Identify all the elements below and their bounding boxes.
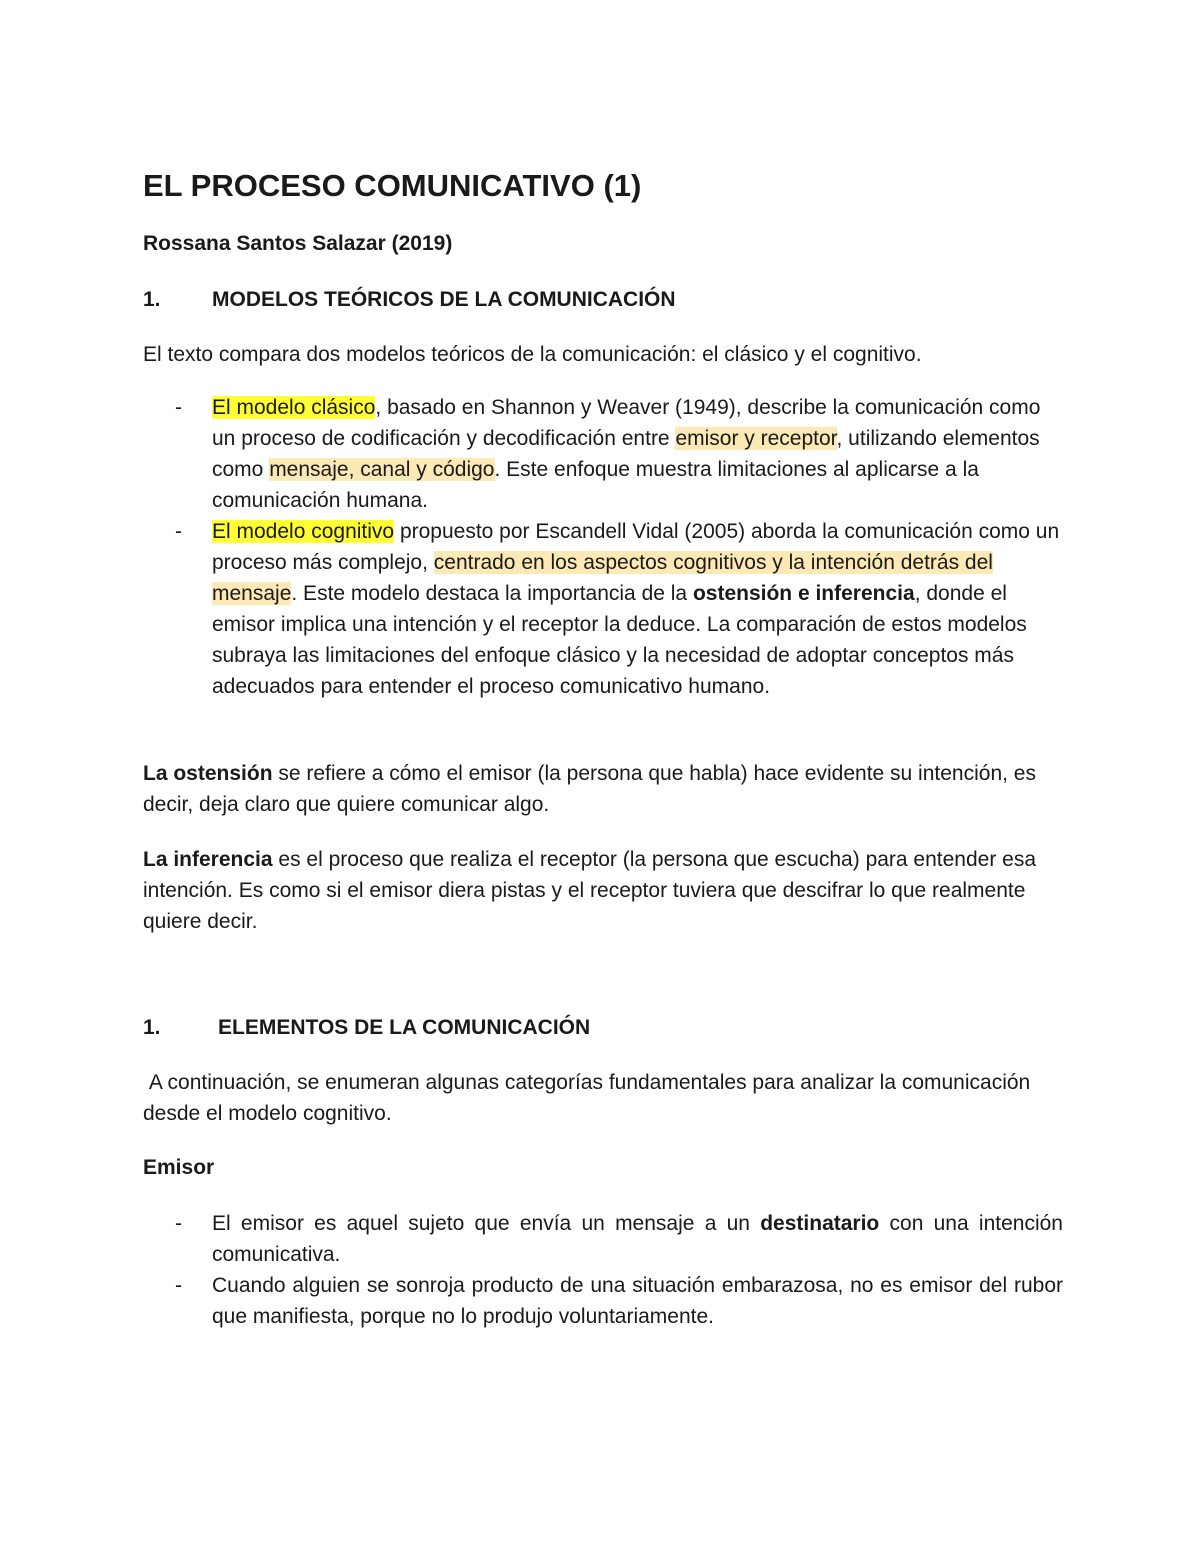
inferencia-definition: es el proceso que realiza el receptor (la persona que escucha) para entender esa intención. Es como si el emisor diera pistas y el receptor tuviera que descifrar lo que realmente quiere decir. bbox=[143, 848, 1037, 933]
document-author: Rossana Santos Salazar (2019) bbox=[143, 232, 453, 255]
models-bullet-list bbox=[143, 392, 1063, 702]
bullet-text: , utilizando elementos como bbox=[212, 427, 1040, 481]
highlight-mensaje-canal-codigo: mensaje, canal y código bbox=[269, 458, 495, 481]
bullet-dash: - bbox=[175, 396, 182, 419]
term-ostension: La ostensión bbox=[143, 762, 273, 785]
bullet-modelo-clasico bbox=[143, 392, 1063, 516]
document-title: EL PROCESO COMUNICATIVO (1) bbox=[143, 168, 642, 203]
section-title: ELEMENTOS DE LA COMUNICACIÓN bbox=[218, 1016, 591, 1039]
bullet-dash: - bbox=[175, 1212, 182, 1235]
term-inferencia: La inferencia bbox=[143, 848, 273, 871]
emisor-bullet-list bbox=[143, 1208, 1063, 1332]
highlight-aspectos-cognitivos: centrado en los aspectos cognitivos y la intención detrás del mensaje bbox=[212, 551, 993, 605]
bullet-text: Cuando alguien se sonroja producto de una situación embarazosa, no es emisor del rubor que manifiesta, porque no lo produjo voluntariamente. bbox=[212, 1274, 1063, 1328]
section-title: MODELOS TEÓRICOS DE LA COMUNICACIÓN bbox=[212, 288, 676, 311]
bullet-text: El emisor es aquel sujeto que envía un mensaje a un bbox=[212, 1212, 761, 1235]
section-intro-paragraph: El texto compara dos modelos teóricos de la comunicación: el clásico y el cognitivo. bbox=[143, 343, 922, 366]
bold-ostension-inferencia: ostensión e inferencia bbox=[692, 582, 915, 605]
section-number: 1. bbox=[143, 288, 161, 311]
highlight-modelo-cognitivo: El modelo cognitivo bbox=[212, 520, 395, 543]
elementos-intro-paragraph: A continuación, se enumeran algunas categorías fundamentales para analizar la comunicación desde el modelo cognitivo. bbox=[143, 1071, 1037, 1125]
bullet-text: , donde el emisor implica una intención y el receptor la deduce. La comparación de estos modelos subraya las limitaciones del enfoque clásico y la necesidad de adoptar conceptos más adecuados para entender el proceso comunicativo humano. bbox=[212, 582, 1027, 698]
bold-destinatario: destinatario bbox=[760, 1212, 880, 1235]
bullet-dash: - bbox=[175, 1274, 182, 1297]
highlight-emisor-receptor: emisor y receptor bbox=[675, 427, 837, 450]
section-heading-elementos bbox=[143, 1012, 590, 1044]
bullet-emisor-ejemplo bbox=[143, 1270, 1063, 1332]
section-number: 1. bbox=[143, 1016, 161, 1039]
bullet-text: . Este modelo destaca la importancia de la bbox=[291, 582, 693, 605]
bullet-text: , basado en Shannon y Weaver (1949), describe la comunicación como un proceso de codificación y decodificación entre bbox=[212, 396, 1041, 450]
bullet-dash: - bbox=[175, 520, 182, 543]
inferencia-paragraph bbox=[143, 844, 1063, 937]
section-heading-modelos bbox=[143, 284, 676, 316]
bullet-modelo-cognitivo bbox=[143, 516, 1063, 702]
bullet-emisor-definicion bbox=[143, 1208, 1063, 1270]
highlight-modelo-clasico: El modelo clásico bbox=[212, 396, 376, 419]
subheading-emisor: Emisor bbox=[143, 1156, 215, 1179]
ostension-paragraph bbox=[143, 758, 1063, 820]
bullet-text: . Este enfoque muestra limitaciones al aplicarse a la comunicación humana. bbox=[212, 458, 979, 512]
ostension-definition: se refiere a cómo el emisor (la persona que habla) hace evidente su intención, es decir, deja claro que quiere comunicar algo. bbox=[143, 762, 1036, 816]
bullet-text: propuesto por Escandell Vidal (2005) aborda la comunicación como un proceso más complejo, bbox=[212, 520, 1060, 574]
bullet-text: con una intención comunicativa. bbox=[212, 1212, 1063, 1266]
